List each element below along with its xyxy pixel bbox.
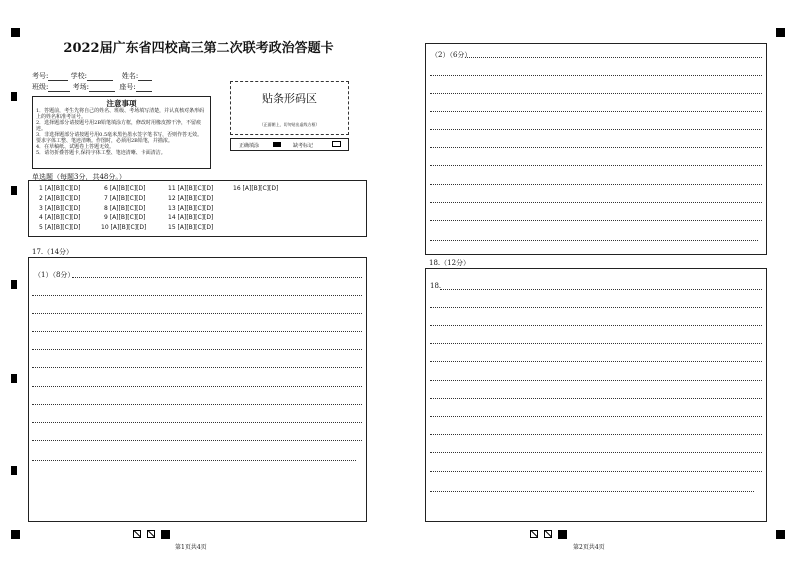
name-field[interactable]: [138, 73, 152, 81]
corner-mark: [11, 28, 20, 37]
seat-field[interactable]: [136, 84, 152, 92]
mcq-item[interactable]: 4 [A][B][C][D]: [39, 214, 81, 221]
answer-line[interactable]: [465, 57, 762, 58]
timing-mark: [11, 280, 17, 289]
answer-line[interactable]: [430, 129, 762, 130]
mcq-item[interactable]: 8 [A][B][C][D]: [104, 205, 146, 212]
notes-item: 4．在草稿纸、试题卷上答题无效。: [36, 144, 115, 150]
answer-line[interactable]: [430, 471, 762, 472]
mcq-item[interactable]: 6 [A][B][C][D]: [104, 185, 146, 192]
answer-line[interactable]: [32, 440, 362, 441]
class-label: 班级:: [32, 83, 49, 91]
name-label: 姓名:: [121, 72, 139, 80]
notes-box: [32, 96, 211, 169]
school-label: 学校:: [70, 72, 87, 80]
timing-mark: [11, 92, 17, 101]
mcq-item[interactable]: 1 [A][B][C][D]: [39, 185, 81, 192]
q18-heading: 18.（12分）: [429, 259, 471, 267]
answer-line[interactable]: [430, 380, 762, 381]
answer-line[interactable]: [32, 367, 362, 368]
barcode-area: [230, 81, 349, 135]
q17-answer-box[interactable]: [28, 257, 367, 522]
mcq-item[interactable]: 3 [A][B][C][D]: [39, 205, 81, 212]
page-mark-slash: [544, 530, 552, 538]
q17-sub1-label: （1）（8分）: [34, 271, 75, 279]
answer-line[interactable]: [430, 343, 762, 344]
answer-line[interactable]: [430, 111, 762, 112]
answer-line[interactable]: [32, 460, 356, 461]
exam-no-field[interactable]: [48, 73, 68, 81]
correct-fill-label: 正确填涂: [239, 143, 260, 149]
q18-start-label: 18.: [430, 282, 442, 290]
class-field[interactable]: [48, 84, 70, 92]
answer-line[interactable]: [430, 325, 762, 326]
page-mark-slash: [147, 530, 155, 538]
fill-legend: [230, 138, 349, 151]
answer-line[interactable]: [430, 202, 762, 203]
page-mark-solid: [161, 530, 170, 539]
answer-line[interactable]: [430, 491, 754, 492]
correct-fill-sample: [273, 142, 281, 147]
answer-line[interactable]: [430, 165, 762, 166]
absent-mark-label: 缺考标记: [293, 143, 314, 149]
answer-line[interactable]: [430, 147, 762, 148]
answer-line[interactable]: [430, 398, 762, 399]
notes-item: 5．请勿折叠答题卡,保持字体工整、笔迹清晰、卡面清洁。: [36, 150, 166, 156]
timing-mark: [11, 186, 17, 195]
mcq-item[interactable]: 15 [A][B][C][D]: [168, 224, 214, 231]
answer-line[interactable]: [430, 220, 762, 221]
answer-line[interactable]: [32, 331, 362, 332]
student-info-row1: [32, 71, 152, 81]
answer-line[interactable]: [32, 422, 362, 423]
answer-line[interactable]: [430, 75, 762, 76]
exam-no-label: 考号:: [32, 72, 49, 80]
mcq-item[interactable]: 10 [A][B][C][D]: [101, 224, 147, 231]
mcq-item[interactable]: 14 [A][B][C][D]: [168, 214, 214, 221]
notes-item: 3．非选择题部分请按题号用0.5毫米黑色墨水签字笔书写，否则作答无效。要求字体工整、笔迹清晰。作图时，必须用2B铅笔，并描浓。: [36, 132, 203, 144]
mcq-item[interactable]: 13 [A][B][C][D]: [168, 205, 214, 212]
answer-line[interactable]: [32, 349, 362, 350]
answer-line[interactable]: [430, 240, 758, 241]
student-info-row2: [32, 82, 152, 92]
mcq-item[interactable]: 16 [A][B][C][D]: [233, 185, 279, 192]
answer-line[interactable]: [430, 307, 762, 308]
corner-mark: [776, 28, 785, 37]
answer-line[interactable]: [430, 434, 762, 435]
timing-mark: [11, 466, 17, 475]
mcq-item[interactable]: 12 [A][B][C][D]: [168, 195, 214, 202]
q17-sub2-label: （2）（6分）: [431, 51, 472, 59]
notes-title: 注意事项: [106, 99, 137, 108]
answer-line[interactable]: [32, 313, 362, 314]
mcq-heading: 单选题（每题3分，共48分。）: [32, 173, 126, 181]
mcq-item[interactable]: 5 [A][B][C][D]: [39, 224, 81, 231]
page-number: 第1页共4页: [175, 544, 207, 551]
barcode-note: （正面朝上，切勿贴出虚线方框）: [259, 122, 320, 127]
seat-label: 座号:: [119, 83, 136, 91]
notes-item: 2．选择题部分请按题号用2B铅笔填涂方框，修改时用橡皮擦干净，不留痕迹。: [36, 120, 202, 132]
answer-line[interactable]: [440, 289, 762, 290]
answer-line[interactable]: [430, 416, 762, 417]
page-mark-solid: [558, 530, 567, 539]
answer-line[interactable]: [430, 452, 762, 453]
answer-line[interactable]: [430, 184, 762, 185]
page-mark-slash: [530, 530, 538, 538]
mcq-item[interactable]: 9 [A][B][C][D]: [104, 214, 146, 221]
answer-line[interactable]: [72, 277, 362, 278]
answer-line[interactable]: [32, 386, 362, 387]
answer-line[interactable]: [430, 93, 762, 94]
page-title: 2022届广东省四校高三第二次联考政治答题卡: [63, 41, 334, 56]
mcq-item[interactable]: 7 [A][B][C][D]: [104, 195, 146, 202]
answer-line[interactable]: [32, 295, 362, 296]
q17-heading: 17.（14分）: [32, 248, 74, 256]
mcq-item[interactable]: 2 [A][B][C][D]: [39, 195, 81, 202]
corner-mark: [776, 530, 785, 539]
answer-line[interactable]: [430, 361, 762, 362]
page-mark-slash: [133, 530, 141, 538]
page-number: 第2页共4页: [573, 544, 605, 551]
school-field[interactable]: [87, 73, 113, 81]
notes-item: 1．答题前，考生先将自己的姓名、班级、考场填写清楚，并认真核对条形码上的姓名和准考证号。: [36, 108, 205, 120]
barcode-title: 贴条形码区: [262, 92, 317, 105]
absent-mark-box[interactable]: [332, 141, 341, 147]
mcq-item[interactable]: 11 [A][B][C][D]: [168, 185, 214, 192]
room-label: 考场:: [72, 83, 89, 91]
corner-mark: [11, 530, 20, 539]
timing-mark: [11, 374, 17, 383]
answer-line[interactable]: [32, 404, 362, 405]
room-field[interactable]: [89, 84, 115, 92]
